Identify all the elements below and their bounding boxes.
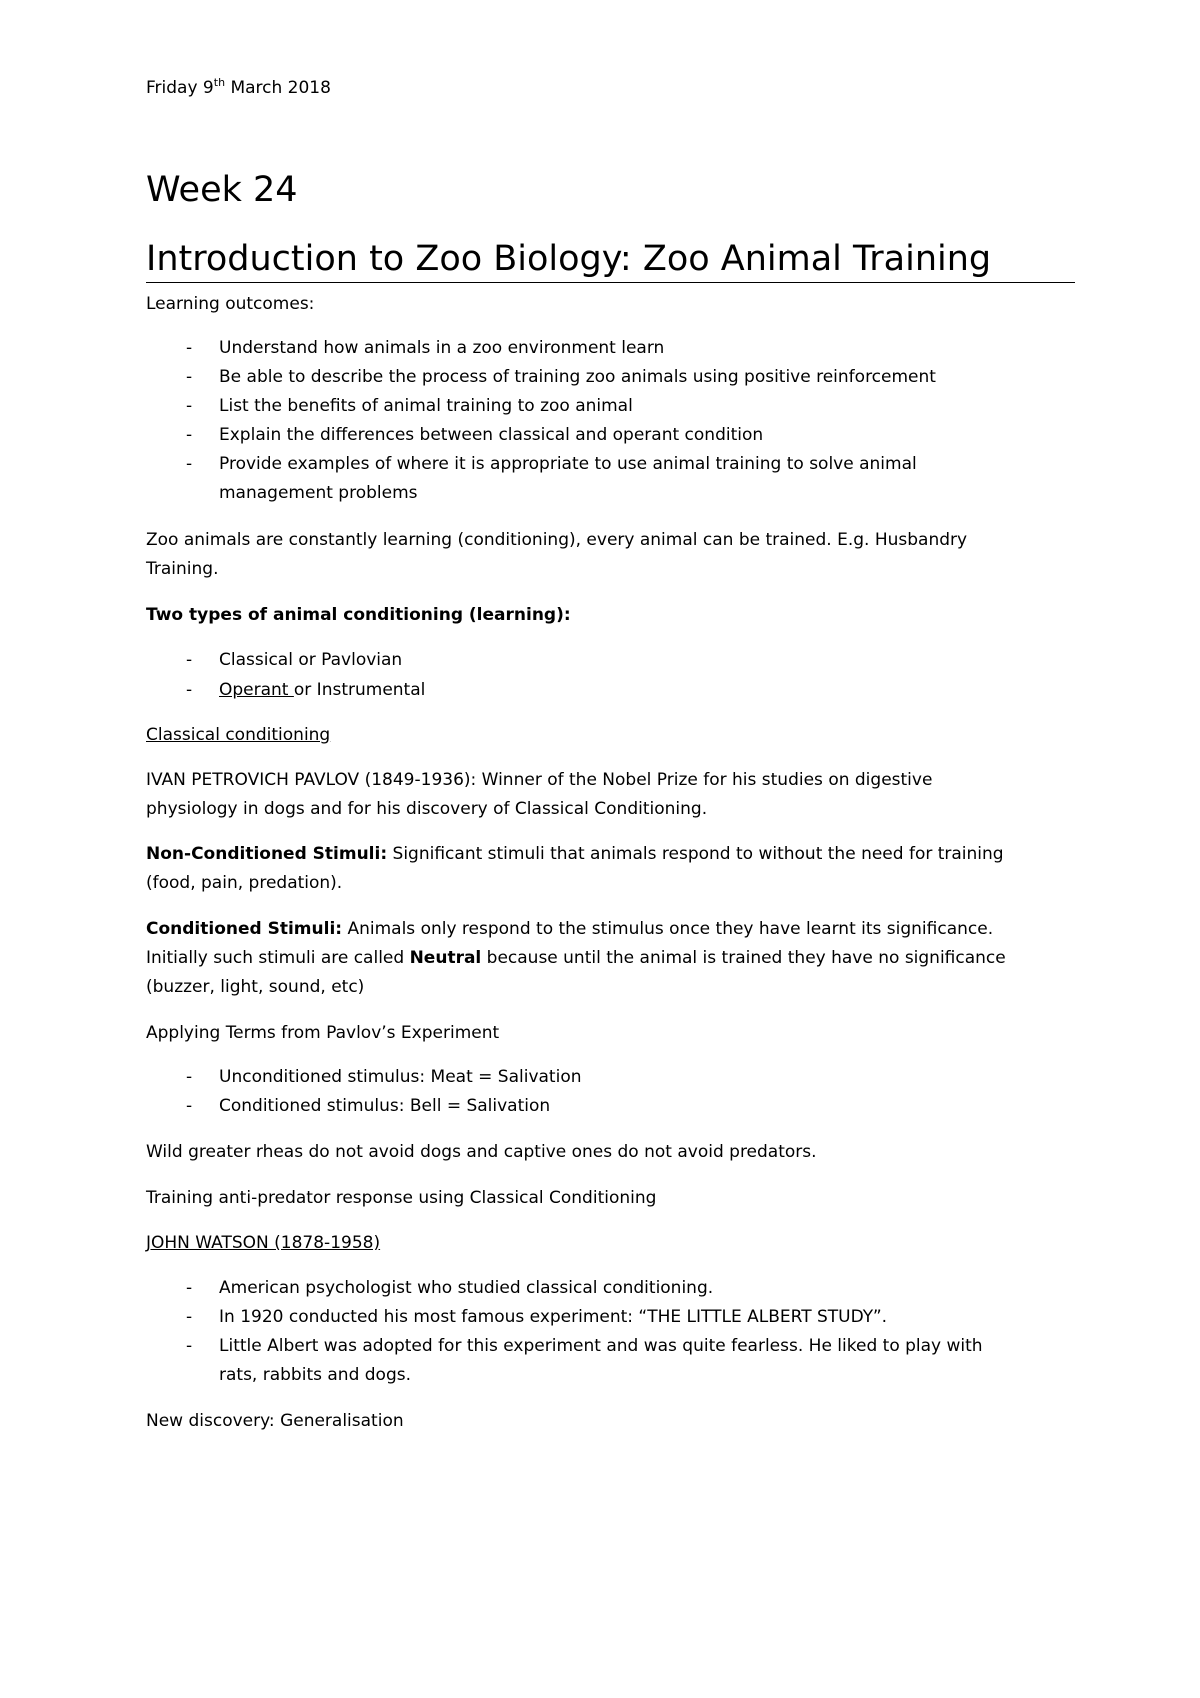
outcome-item: Explain the differences between classical and operant condition — [219, 425, 764, 445]
discovery-line: New discovery: Generalisation — [146, 1411, 404, 1431]
bullet-dash: - — [186, 1336, 193, 1356]
classical-heading: Classical conditioning — [146, 725, 331, 745]
watson-heading: JOHN WATSON (1878-1958) — [146, 1233, 381, 1253]
conditioned-text: Initially such stimuli are called — [146, 948, 410, 968]
operant-rest: or Instrumental — [293, 680, 426, 700]
date-day: Friday 9 — [146, 78, 214, 98]
conditioned-line — [146, 946, 1006, 970]
bullet-dash: - — [186, 338, 193, 358]
date-ordinal: th — [213, 76, 226, 89]
outcome-item: Understand how animals in a zoo environment learn — [219, 338, 665, 358]
non-conditioned-line — [146, 842, 1004, 866]
anti-predator-paragraph: Training anti-predator response using Classical Conditioning — [146, 1188, 657, 1208]
bullet-dash: - — [186, 425, 193, 445]
bullet-dash: - — [186, 1307, 193, 1327]
conditioned-label: Conditioned Stimuli: — [146, 919, 343, 939]
outcome-item: Be able to describe the process of training zoo animals using positive reinforcement — [219, 367, 936, 387]
outcome-item-continuation: management problems — [219, 483, 418, 503]
pavlov-line: IVAN PETROVICH PAVLOV (1849-1936): Winner of the Nobel Prize for his studies on digestive — [146, 770, 933, 790]
type-item-classical: Classical or Pavlovian — [219, 650, 403, 670]
watson-item: Little Albert was adopted for this experiment and was quite fearless. He liked to play with — [219, 1336, 983, 1356]
conditioned-line: (buzzer, light, sound, etc) — [146, 977, 365, 997]
bullet-dash: - — [186, 680, 193, 700]
non-conditioned-label: Non-Conditioned Stimuli: — [146, 844, 388, 864]
conditioned-line — [146, 917, 993, 941]
learning-outcomes-heading: Learning outcomes: — [146, 294, 315, 314]
type-item-operant — [219, 678, 425, 702]
applying-item: Unconditioned stimulus: Meat = Salivation — [219, 1067, 582, 1087]
intro-paragraph-line: Training. — [146, 559, 219, 579]
watson-item-continuation: rats, rabbits and dogs. — [219, 1365, 412, 1385]
bullet-dash: - — [186, 1278, 193, 1298]
week-heading: Week 24 — [146, 170, 298, 210]
rheas-paragraph: Wild greater rheas do not avoid dogs and captive ones do not avoid predators. — [146, 1142, 817, 1162]
non-conditioned-line: (food, pain, predation). — [146, 873, 343, 893]
pavlov-line: physiology in dogs and for his discovery of Classical Conditioning. — [146, 799, 708, 819]
bullet-dash: - — [186, 454, 193, 474]
conditioned-text: Animals only respond to the stimulus once they have learnt its significance. — [342, 919, 994, 939]
bullet-dash: - — [186, 1096, 193, 1116]
non-conditioned-text: Significant stimuli that animals respond to without the need for training — [387, 844, 1004, 864]
applying-item: Conditioned stimulus: Bell = Salivation — [219, 1096, 551, 1116]
bullet-dash: - — [186, 1067, 193, 1087]
watson-item: American psychologist who studied classical conditioning. — [219, 1278, 714, 1298]
watson-item: In 1920 conducted his most famous experiment: “THE LITTLE ALBERT STUDY”. — [219, 1307, 888, 1327]
outcome-item: List the benefits of animal training to zoo animal — [219, 396, 633, 416]
bullet-dash: - — [186, 396, 193, 416]
intro-paragraph-line: Zoo animals are constantly learning (conditioning), every animal can be trained. E.g. Husbandry — [146, 530, 968, 550]
neutral-term: Neutral — [409, 948, 482, 968]
operant-underlined: Operant — [219, 680, 294, 700]
outcome-item: Provide examples of where it is appropriate to use animal training to solve animal — [219, 454, 917, 474]
conditioned-text: because until the animal is trained they have no significance — [481, 948, 1006, 968]
date-month-year: March 2018 — [225, 78, 331, 98]
page-title: Introduction to Zoo Biology: Zoo Animal Training — [146, 239, 992, 279]
bullet-dash: - — [186, 650, 193, 670]
types-heading: Two types of animal conditioning (learning): — [146, 605, 571, 625]
date-line — [146, 76, 331, 100]
applying-heading: Applying Terms from Pavlov’s Experiment — [146, 1023, 500, 1043]
bullet-dash: - — [186, 367, 193, 387]
title-underline — [146, 282, 1075, 283]
